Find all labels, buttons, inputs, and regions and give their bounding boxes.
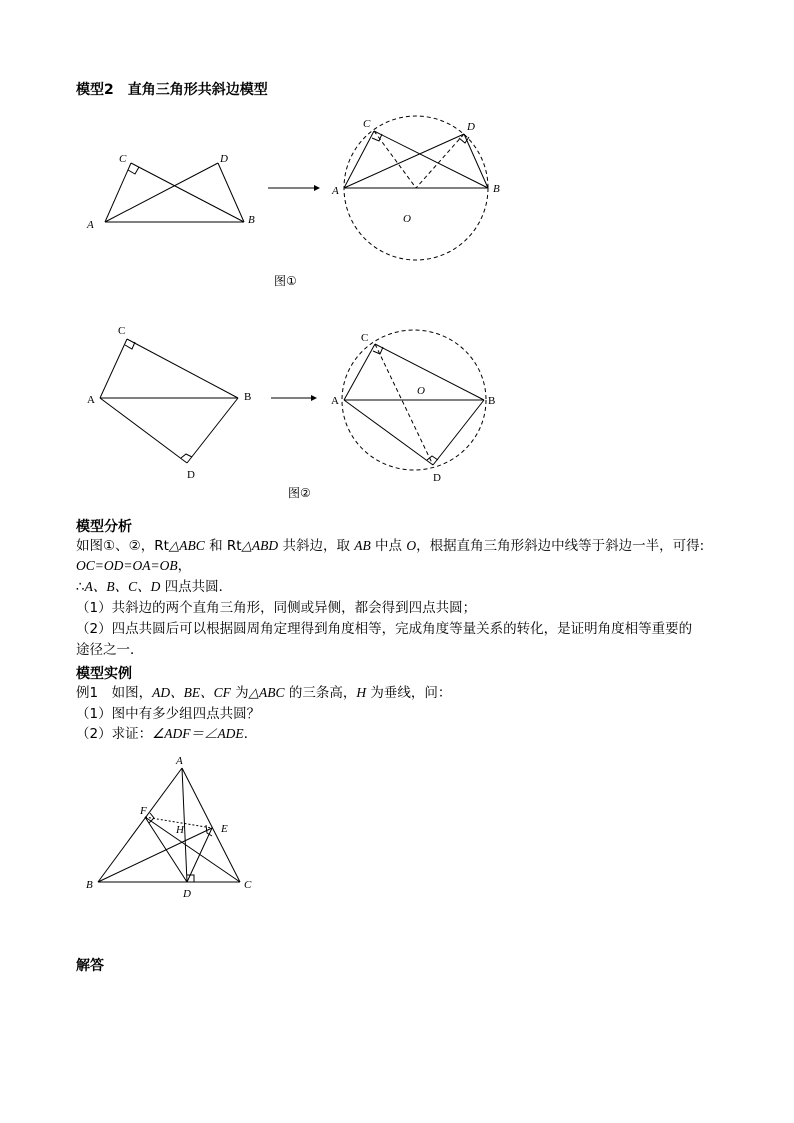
example-heading: 模型实例: [76, 666, 132, 682]
fig1-left-label-D: D: [220, 153, 228, 165]
answer-heading: 解答: [76, 958, 104, 974]
ex-ED: [187, 828, 212, 882]
analysis-line1: 如图①、②，Rt△ABC 和 Rt△ABD 共斜边，取 AB 中点 O，根据直角三角形斜边中线等于斜边一半，可得:: [76, 538, 705, 554]
fig1-caption: 图①: [274, 274, 297, 288]
ex-label-B: B: [86, 879, 93, 891]
analysis-point2-cont: 途径之一．: [76, 642, 144, 658]
ex-label-E: E: [221, 823, 228, 835]
analysis-line2: OC=OD=OA=OB，: [76, 558, 192, 574]
ex-label-F: F: [140, 805, 147, 817]
fig2-right-label-A: A: [331, 395, 339, 407]
fig2-caption: 图②: [288, 486, 311, 500]
ex-right-angle-D: [187, 875, 194, 882]
example-question1: （1）图中有多少组四点共圆？: [76, 706, 261, 722]
fig2-right-label-C: C: [361, 332, 369, 344]
fig2-left-label-D: D: [187, 469, 195, 481]
fig1-right-label-D: D: [467, 121, 475, 133]
fig1-right-label-O: O: [403, 213, 411, 225]
fig2-left-label-B: B: [244, 391, 252, 403]
fig1-left-label-C: C: [119, 153, 127, 165]
fig1-right-label-C: C: [363, 118, 371, 130]
section-heading-model2: 模型2 直角三角形共斜边模型: [76, 82, 268, 98]
fig1-left-label-B: B: [248, 214, 255, 226]
fig2-right-label-B: B: [488, 395, 496, 407]
analysis-heading: 模型分析: [76, 519, 132, 535]
ex-BE: [98, 828, 212, 882]
ex-label-C: C: [244, 879, 252, 891]
fig1-left-label-A: A: [87, 219, 94, 231]
ex-label-H: H: [176, 824, 184, 836]
analysis-line3: ∴A、B、C、D 四点共圆．: [76, 579, 233, 595]
fig2-right-label-D: D: [433, 472, 441, 484]
fig2-right-label-O: O: [417, 385, 425, 397]
ex-AB: [98, 768, 182, 882]
example-question2: （2）求证：∠ADF＝∠ADE．: [76, 726, 258, 742]
analysis-point2: （2）四点共圆后可以根据圆周角定理得到角度相等，完成角度等量关系的转化，是证明角度相等重要的: [76, 621, 693, 637]
analysis-point1: （1）共斜边的两个直角三角形，同侧或异侧，都会得到四点共圆；: [76, 600, 477, 616]
fig1-right-label-A: A: [332, 185, 339, 197]
example-line1: 例1 如图，AD、BE、CF 为△ABC 的三条高，H 为垂线，问：: [76, 685, 452, 701]
ex-label-A: A: [176, 755, 183, 767]
ex-label-D: D: [183, 888, 191, 900]
fig1-right-label-B: B: [493, 183, 500, 195]
ex-AC: [182, 768, 240, 882]
fig2-left-label-A: A: [87, 394, 95, 406]
fig2-left-label-C: C: [118, 325, 126, 337]
